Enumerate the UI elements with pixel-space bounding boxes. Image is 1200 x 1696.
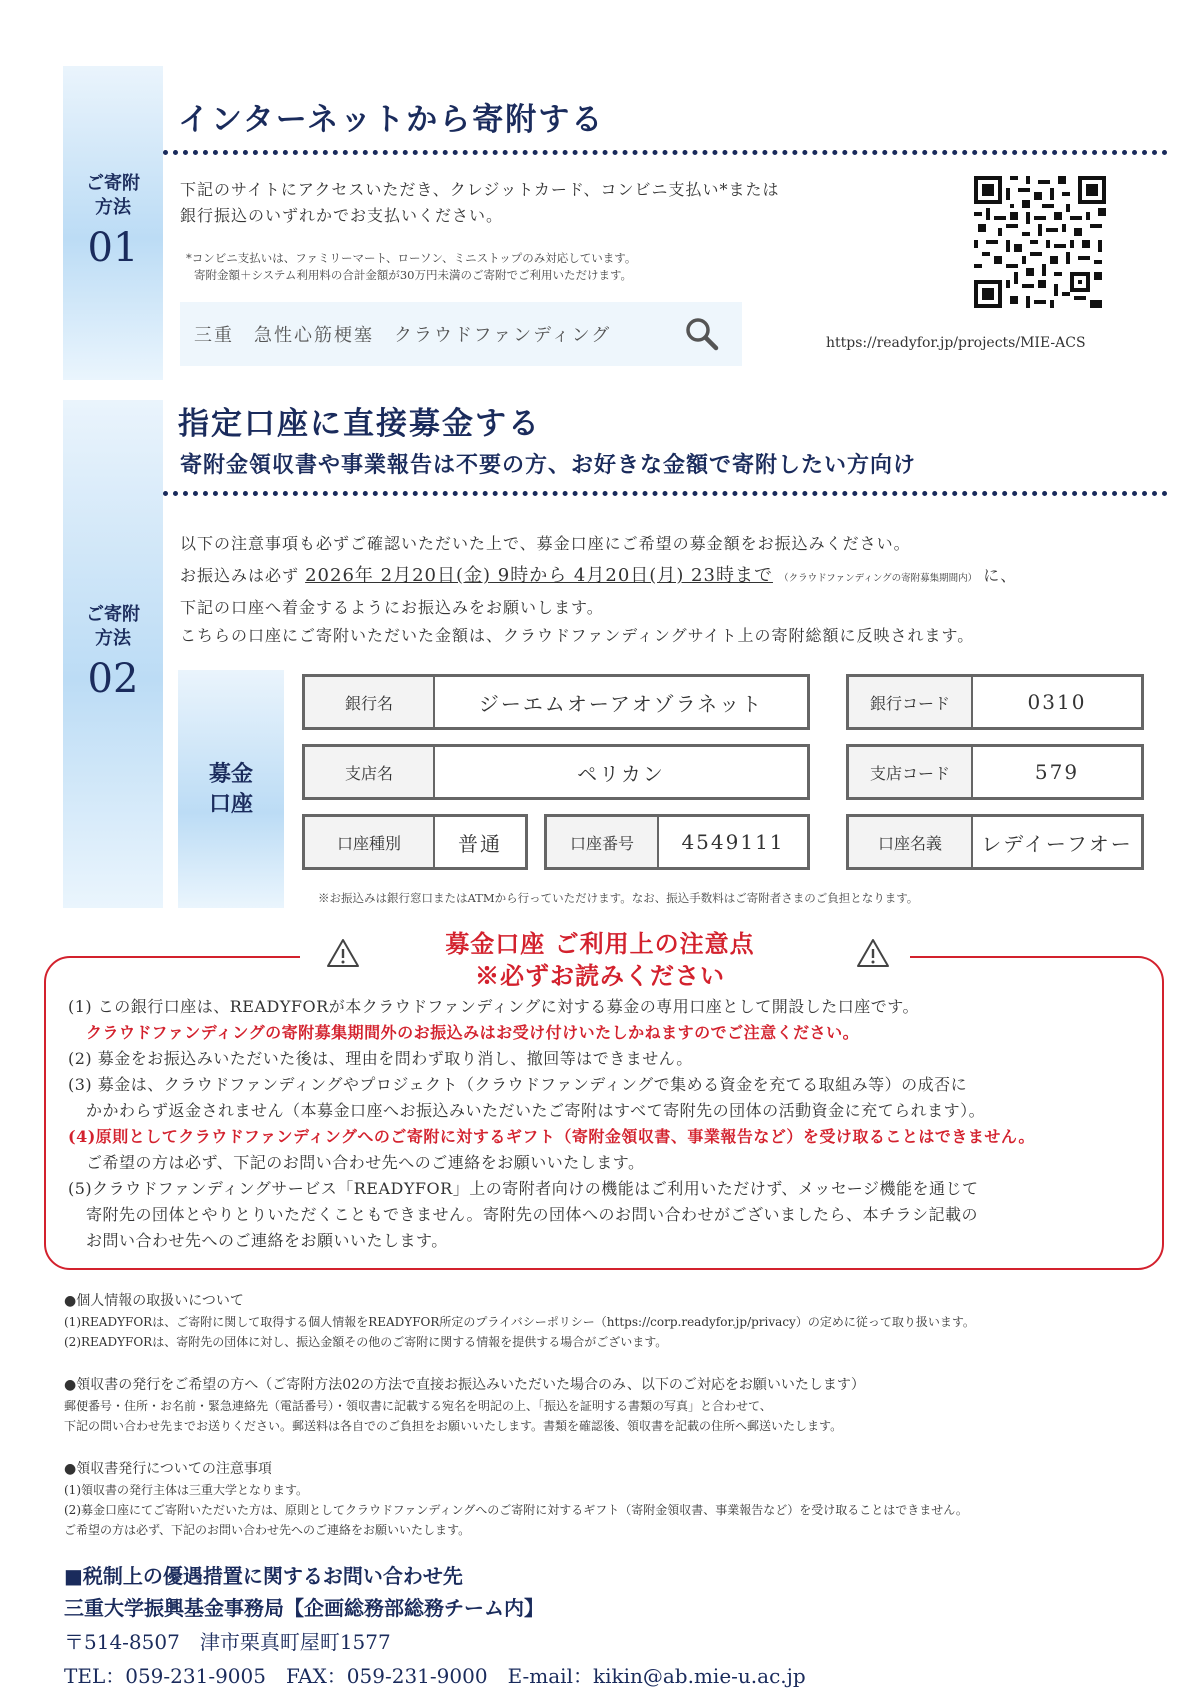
bank-code-field xyxy=(846,674,1144,730)
caution-line-warning: (4)原則としてクラウドファンディングへのご寄附に対するギフト（寄附金領収書、事業報告など）を受け取ることはできません。 xyxy=(68,1127,1035,1146)
method-01-title: インターネットから寄附する xyxy=(178,102,605,138)
caution-line: (5)クラウドファンディングサービス「READYFOR」上の寄附者向けの機能はご利用いただけず、メッセージ機能を通じて xyxy=(68,1179,979,1198)
caution-line: かかわらず返金されません（本募金口座へお振込みいただいたご寄附はすべて寄附先の団体の活動資金に充てられます）。 xyxy=(86,1101,986,1120)
method-01-desc-2: 銀行振込のいずれかでお支払いください。 xyxy=(180,206,504,225)
account-band-label: 募金 口座 xyxy=(208,761,253,817)
warning-icon xyxy=(326,938,360,968)
method-02-band xyxy=(63,400,163,908)
caution-subtitle: ※必ずお読みください xyxy=(475,961,725,990)
caution-line: 寄附先の団体とやりとりいただくこともできません。寄附先の団体へのお問い合わせがございましたら、本チラシ記載の xyxy=(86,1205,978,1224)
account-type-label: 口座種別 xyxy=(305,817,435,867)
branch-name-field xyxy=(302,744,810,800)
method-02-number: 02 xyxy=(87,656,139,702)
transfer-period: 2026年 2月20日(金) 9時から 4月20日(月) 23時まで xyxy=(305,565,773,586)
note-heading-privacy: ●個人情報の取扱いについて xyxy=(64,1293,244,1309)
method-02-line-4: こちらの口座にご寄附いただいた金額は、クラウドファンディングサイト上の寄附総額に反映されます。 xyxy=(180,626,975,645)
bank-name-value: ジーエムオーアオゾラネット xyxy=(478,691,764,716)
branch-code-field xyxy=(846,744,1144,800)
account-holder-label: 口座名義 xyxy=(849,817,973,867)
bank-code-value: 0310 xyxy=(1027,690,1087,714)
caution-line: (1) この銀行口座は、READYFORが本クラウドファンディングに対する募金の専用口座として開設した口座です。 xyxy=(68,997,920,1016)
contact-address: 〒514-8507 津市栗真町屋町1577 xyxy=(64,1630,391,1654)
caution-line-warning: クラウドファンディングの寄附募集期間外のお振込みはお受け付けいたしかねますのでご注意ください。 xyxy=(86,1023,860,1042)
method-02-title: 指定口座に直接募金する xyxy=(178,406,541,442)
search-keywords: 三重 急性心筋梗塞 クラウドファンディング xyxy=(194,325,612,346)
contact-heading: ■税制上の優遇措置に関するお問い合わせ先 xyxy=(64,1564,463,1588)
account-number-value: 4549111 xyxy=(681,830,785,854)
account-type-value: 普通 xyxy=(458,831,502,856)
caution-line: ご希望の方は必ず、下記のお問い合わせ先へのご連絡をお願いいたします。 xyxy=(86,1153,645,1172)
dotted-divider xyxy=(163,150,1168,155)
note-line: (1)READYFORは、ご寄附に関して取得する個人情報をREADYFOR所定のプライバシーポリシー（https://corp.readyfor.jp/privacy）の定めに従って取り扱います。 xyxy=(64,1315,975,1329)
dotted-divider xyxy=(163,491,1168,496)
method-01-note-1: *コンビニ支払いは、ファミリーマート、ローソン、ミニストップのみ対応しています。 xyxy=(186,251,637,265)
account-number-label: 口座番号 xyxy=(547,817,659,867)
bank-name-label: 銀行名 xyxy=(305,677,435,727)
note-line: ご希望の方は必ず、下記のお問い合わせ先へのご連絡をお願いいたします。 xyxy=(64,1523,471,1537)
method-01-note-2: 寄附金額＋システム利用料の合計金額が30万円未満のご寄附でご利用いただけます。 xyxy=(194,268,633,282)
transfer-period-note: （クラウドファンディングの寄附募集期間内） xyxy=(779,573,978,584)
branch-code-label: 支店コード xyxy=(849,747,973,797)
note-line: 郵便番号・住所・お名前・緊急連絡先（電話番号）・領収書に記載する宛名を明記の上、「振込を証明する書類の写真」と合わせて、 xyxy=(64,1399,772,1413)
caution-line: (3) 募金は、クラウドファンディングやプロジェクト（クラウドファンディングで集める資金を充てる取組み等）の成否に xyxy=(68,1075,968,1094)
method-01-band xyxy=(63,66,163,380)
bank-name-field xyxy=(302,674,810,730)
account-band xyxy=(178,670,284,908)
note-line: (2)募金口座にてご寄附いただいた方は、原則としてクラウドファンディングへのご寄附に対するギフト（寄附金領収書、事業報告など）を受け取ることはできません。 xyxy=(64,1503,968,1517)
search-keyword-box xyxy=(180,302,742,366)
account-note: ※お振込みは銀行窓口またはATMから行っていただけます。なお、振込手数料はご寄附者さまのご負担となります。 xyxy=(318,891,919,905)
note-line: 下記の問い合わせ先までお送りください。郵送料は各自でのご負担をお願いいたします。書類を確認後、領収書を記載の住所へ郵送いたします。 xyxy=(64,1419,843,1433)
search-icon xyxy=(684,316,720,352)
qr-code-image[interactable] xyxy=(974,176,1106,308)
project-url[interactable]: https://readyfor.jp/projects/MIE-ACS xyxy=(826,335,1086,351)
caution-title: 募金口座 ご利用上の注意点 xyxy=(445,929,755,958)
method-02-subtitle: 寄附金領収書や事業報告は不要の方、お好きな金額で寄附したい方向け xyxy=(180,452,917,478)
method-01-number: 01 xyxy=(87,225,139,271)
bank-code-label: 銀行コード xyxy=(849,677,973,727)
method-02-line-3: 下記の口座へ着金するようにお振込みをお願いします。 xyxy=(180,598,604,617)
caution-line: (2) 募金をお振込みいただいた後は、理由を問わず取り消し、撤回等はできません。 xyxy=(68,1049,693,1068)
note-line: (2)READYFORは、寄附先の団体に対し、振込金額その他のご寄附に関する情報を提供する場合がございます。 xyxy=(64,1335,668,1349)
account-holder-value: レデイーフオー xyxy=(981,831,1133,856)
transfer-prefix: お振込みは必ず xyxy=(180,566,300,585)
branch-code-value: 579 xyxy=(1034,760,1080,784)
note-heading-receipt: ●領収書の発行をご希望の方へ（ご寄附方法02の方法で直接お振込みいただいた場合のみ、以下のご対応をお願いいたします） xyxy=(64,1377,865,1393)
contact-phones[interactable]: TEL：059-231-9005 FAX：059-231-9000 E-mail：kikin@ab.mie-u.ac.jp xyxy=(64,1664,806,1688)
warning-icon xyxy=(856,938,890,968)
account-number-field xyxy=(544,814,810,870)
contact-org: 三重大学振興基金事務局【企画総務部総務チーム内】 xyxy=(64,1596,544,1620)
account-type-field xyxy=(302,814,528,870)
method-02-line-1: 以下の注意事項も必ずご確認いただいた上で、募金口座にご希望の募金額をお振込みください。 xyxy=(180,534,911,553)
method-02-label: ご寄附 方法 xyxy=(86,604,140,649)
method-01-desc-1: 下記のサイトにアクセスいただき、クレジットカード、コンビニ支払い*または xyxy=(180,180,780,199)
note-heading-receipt-caution: ●領収書発行についての注意事項 xyxy=(64,1461,272,1477)
method-01-label: ご寄附 方法 xyxy=(86,173,140,218)
account-holder-field xyxy=(846,814,1144,870)
branch-name-value: ペリカン xyxy=(577,761,665,786)
note-line: (1)領収書の発行主体は三重大学となります。 xyxy=(64,1483,309,1497)
method-02-line-2 xyxy=(180,562,1017,592)
branch-name-label: 支店名 xyxy=(305,747,435,797)
transfer-suffix: に、 xyxy=(983,566,1018,585)
caution-line: お問い合わせ先へのご連絡をお願いいたします。 xyxy=(86,1231,448,1250)
